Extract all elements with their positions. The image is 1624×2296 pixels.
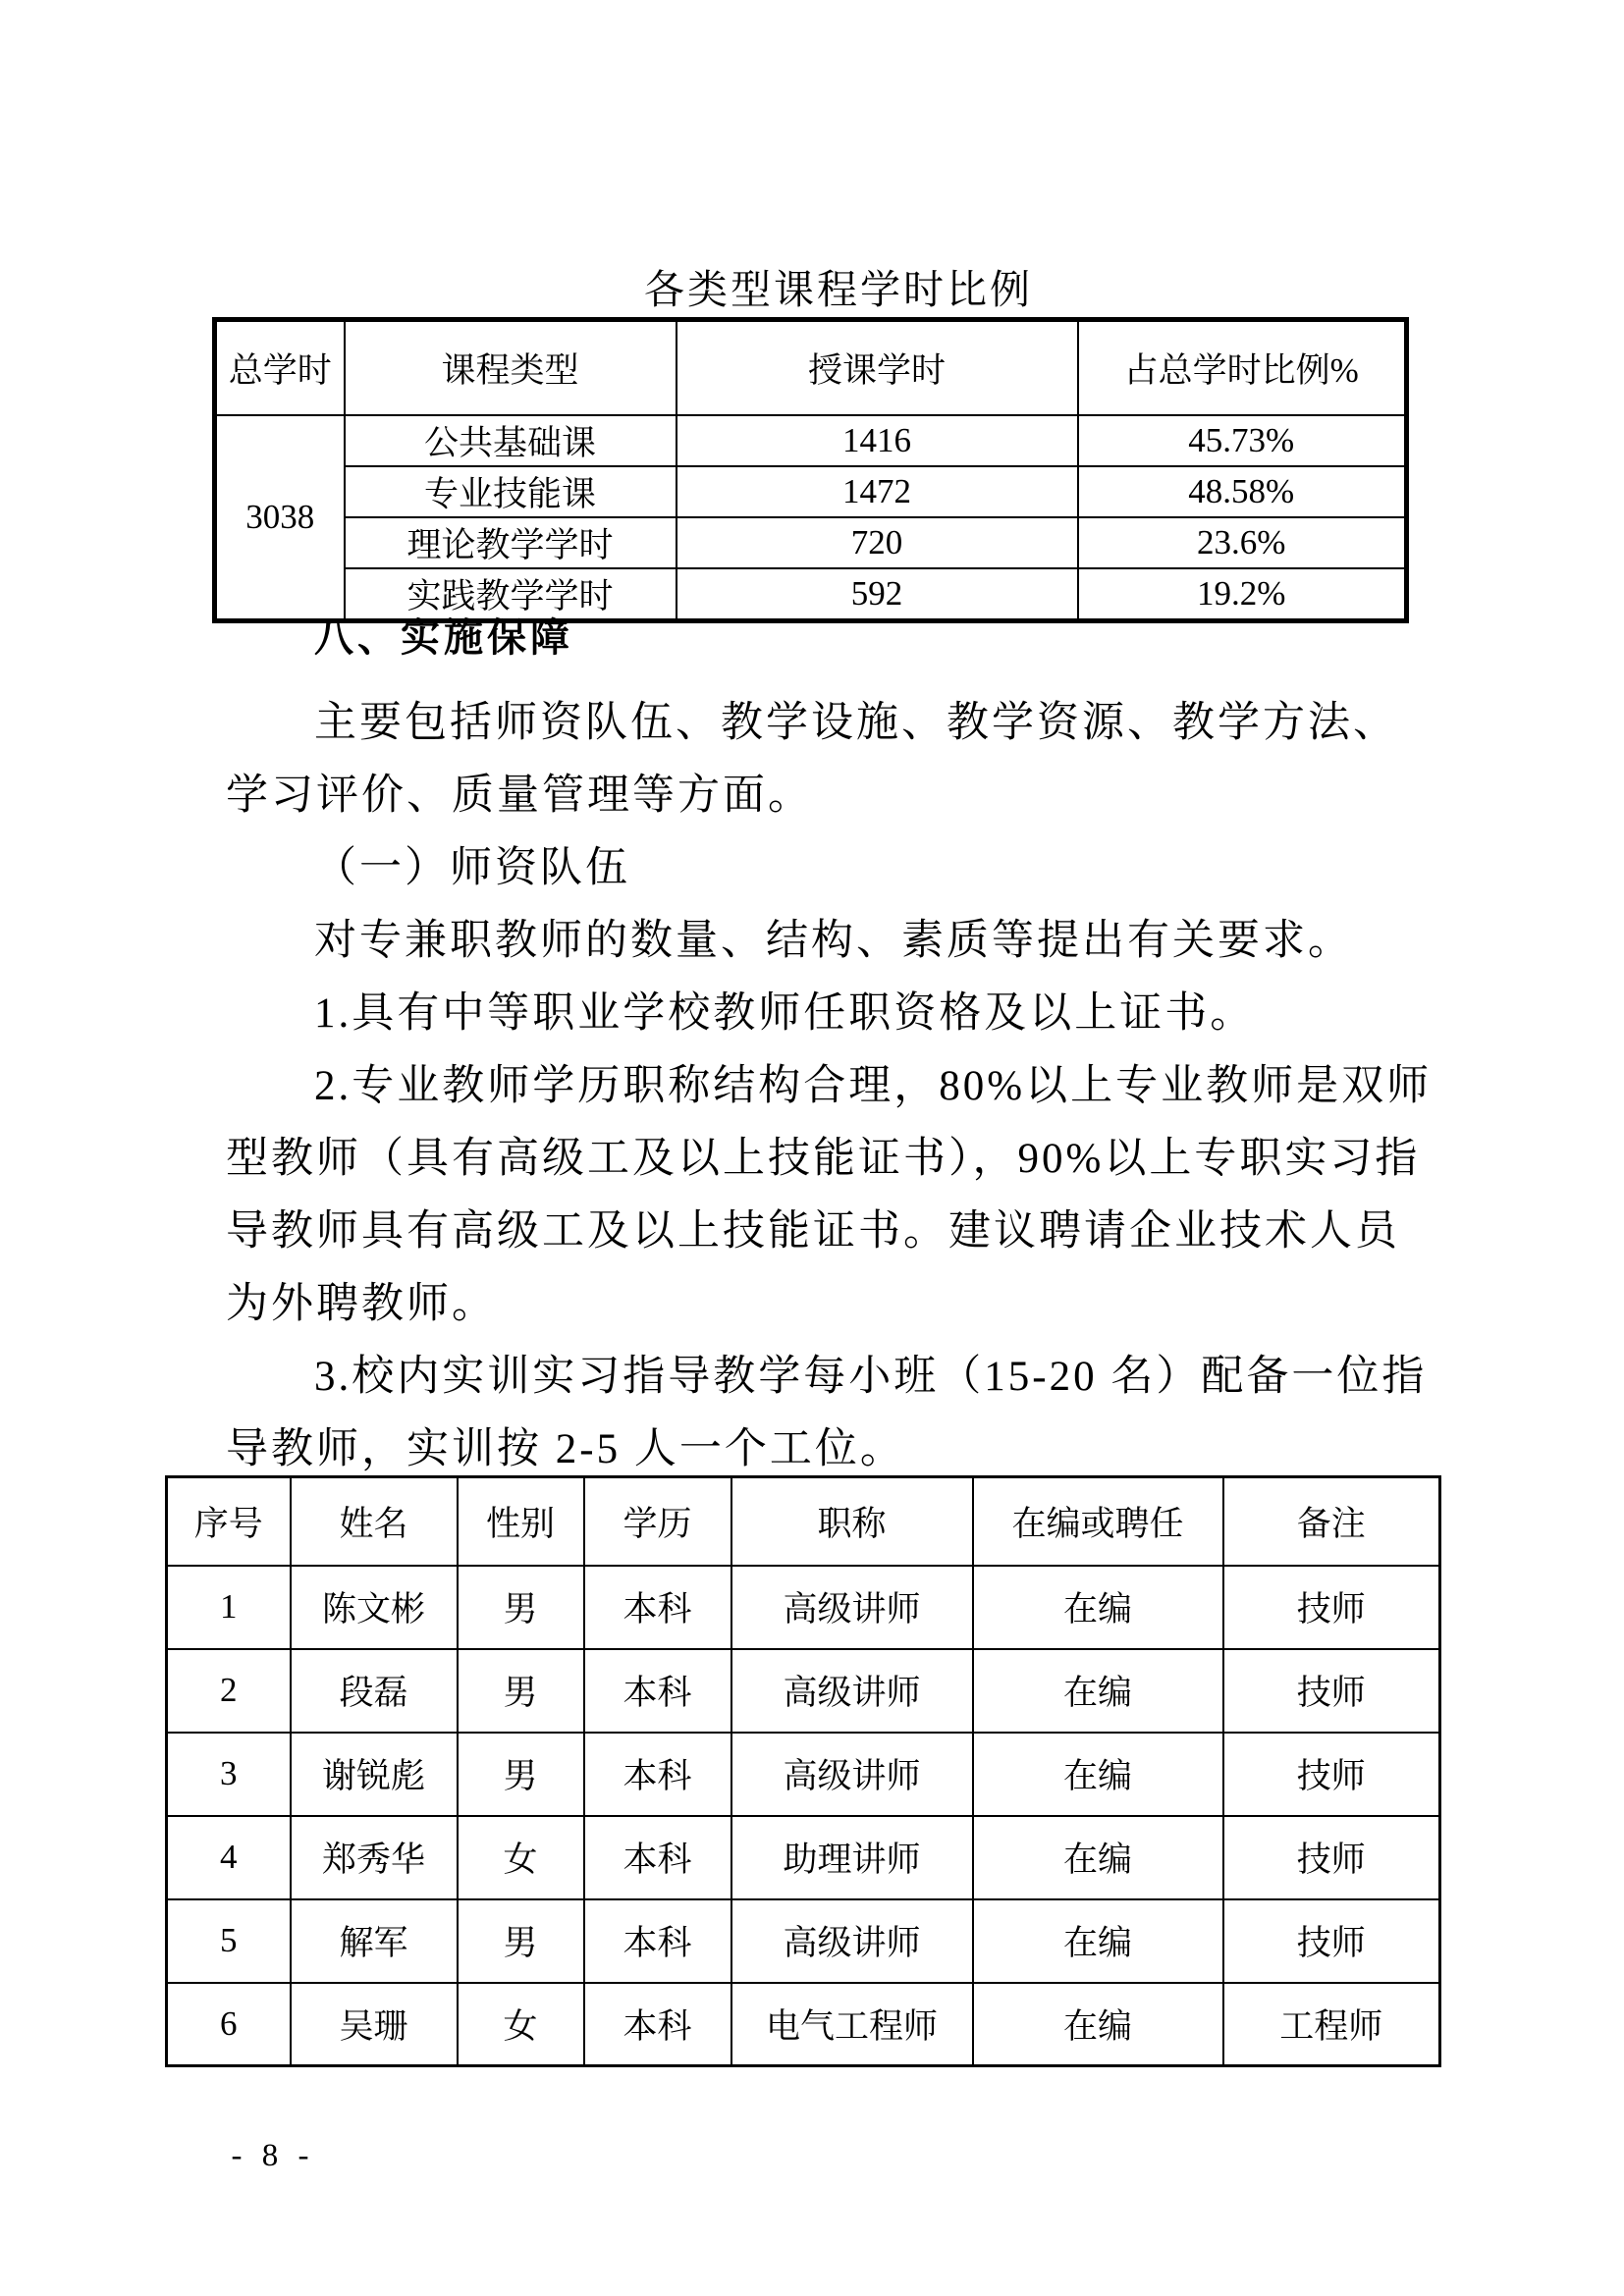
course-hours-table-title: 各类型课程学时比例 [644, 267, 1033, 312]
header-cell-total-hours: 总学时 [215, 320, 345, 415]
table-row [167, 1733, 1440, 1816]
page-number: - 8 - [231, 2138, 315, 2173]
data-cell: 720 [677, 517, 1078, 568]
data-cell: 19.2% [1078, 568, 1407, 621]
paragraph-line: 型教师（具有高级工及以上技能证书），90%以上专职实习指 [226, 1135, 1421, 1182]
data-cell: 在编 [973, 1899, 1223, 1983]
paragraph-line: 3.校内实训实习指导教学每小班（15-20 名）配备一位指 [314, 1353, 1428, 1400]
table-row [167, 1816, 1440, 1899]
data-cell: 23.6% [1078, 517, 1407, 568]
header-cell-ratio: 占总学时比例% [1078, 320, 1407, 415]
teachers-table [165, 1475, 1441, 2067]
table-row [215, 517, 1407, 568]
data-cell: 592 [677, 568, 1078, 621]
data-cell: 本科 [584, 1899, 731, 1983]
data-cell: 技师 [1223, 1649, 1440, 1733]
header-cell-gender: 性别 [458, 1477, 584, 1566]
data-cell: 郑秀华 [291, 1816, 458, 1899]
data-cell: 解军 [291, 1899, 458, 1983]
data-cell: 高级讲师 [731, 1733, 973, 1816]
data-cell: 1416 [677, 415, 1078, 466]
data-cell: 女 [458, 1816, 584, 1899]
data-cell: 段磊 [291, 1649, 458, 1733]
header-cell-education: 学历 [584, 1477, 731, 1566]
paragraph-line: 2.专业教师学历职称结构合理，80%以上专业教师是双师 [314, 1062, 1433, 1109]
header-cell-teaching-hours: 授课学时 [677, 320, 1078, 415]
table-row [167, 1566, 1440, 1649]
course-hours-header-row [215, 320, 1407, 415]
header-cell-employment: 在编或聘任 [973, 1477, 1223, 1566]
header-cell-note: 备注 [1223, 1477, 1440, 1566]
data-cell: 本科 [584, 1983, 731, 2066]
data-cell: 在编 [973, 1649, 1223, 1733]
data-cell: 本科 [584, 1649, 731, 1733]
data-cell: 在编 [973, 1983, 1223, 2066]
data-cell: 公共基础课 [345, 415, 677, 466]
header-cell-course-type: 课程类型 [345, 320, 677, 415]
data-cell: 高级讲师 [731, 1899, 973, 1983]
data-cell: 男 [458, 1899, 584, 1983]
data-cell: 在编 [973, 1816, 1223, 1899]
data-cell: 本科 [584, 1816, 731, 1899]
table-row [167, 1649, 1440, 1733]
data-cell: 本科 [584, 1566, 731, 1649]
section-body [226, 598, 1433, 1481]
data-cell: 在编 [973, 1733, 1223, 1816]
header-cell-index: 序号 [167, 1477, 291, 1566]
table-row [215, 466, 1407, 517]
data-cell: 48.58% [1078, 466, 1407, 517]
data-cell: 谢锐彪 [291, 1733, 458, 1816]
paragraph-line: 1.具有中等职业学校教师任职资格及以上证书。 [314, 989, 1256, 1037]
data-cell: 在编 [973, 1566, 1223, 1649]
paragraph-line: 为外聘教师。 [226, 1280, 497, 1327]
data-cell: 2 [167, 1649, 291, 1733]
data-cell: 5 [167, 1899, 291, 1983]
data-cell: 技师 [1223, 1816, 1440, 1899]
paragraph-line: 导教师具有高级工及以上技能证书。建议聘请企业技术人员 [226, 1207, 1400, 1255]
data-cell: 技师 [1223, 1566, 1440, 1649]
subsection-heading: （一）师资队伍 [314, 844, 630, 891]
total-hours-cell: 3038 [215, 415, 345, 621]
table-row [167, 1983, 1440, 2066]
data-cell: 实践教学学时 [345, 568, 677, 621]
table-row [167, 1899, 1440, 1983]
table-row [215, 415, 1407, 466]
course-hours-table [212, 317, 1409, 623]
data-cell: 高级讲师 [731, 1649, 973, 1733]
data-cell: 1 [167, 1566, 291, 1649]
data-cell: 技师 [1223, 1733, 1440, 1816]
data-cell: 专业技能课 [345, 466, 677, 517]
paragraph-line: 导教师，实训按 2-5 人一个工位。 [226, 1425, 905, 1472]
data-cell: 助理讲师 [731, 1816, 973, 1899]
data-cell: 3 [167, 1733, 291, 1816]
data-cell: 男 [458, 1733, 584, 1816]
data-cell: 4 [167, 1816, 291, 1899]
header-cell-title: 职称 [731, 1477, 973, 1566]
data-cell: 电气工程师 [731, 1983, 973, 2066]
data-cell: 技师 [1223, 1899, 1440, 1983]
paragraph-line: 对专兼职教师的数量、结构、素质等提出有关要求。 [314, 917, 1353, 964]
teachers-header-row [167, 1477, 1440, 1566]
paragraph-line: 主要包括师资队伍、教学设施、教学资源、教学方法、 [314, 699, 1398, 746]
data-cell: 高级讲师 [731, 1566, 973, 1649]
data-cell: 男 [458, 1649, 584, 1733]
header-cell-name: 姓名 [291, 1477, 458, 1566]
data-cell: 6 [167, 1983, 291, 2066]
data-cell: 理论教学学时 [345, 517, 677, 568]
paragraph-line: 学习评价、质量管理等方面。 [226, 772, 813, 819]
data-cell: 男 [458, 1566, 584, 1649]
data-cell: 吴珊 [291, 1983, 458, 2066]
data-cell: 陈文彬 [291, 1566, 458, 1649]
section-heading: 八、实施保障 [314, 615, 573, 660]
data-cell: 1472 [677, 466, 1078, 517]
data-cell: 工程师 [1223, 1983, 1440, 2066]
data-cell: 本科 [584, 1733, 731, 1816]
data-cell: 女 [458, 1983, 584, 2066]
data-cell: 45.73% [1078, 415, 1407, 466]
